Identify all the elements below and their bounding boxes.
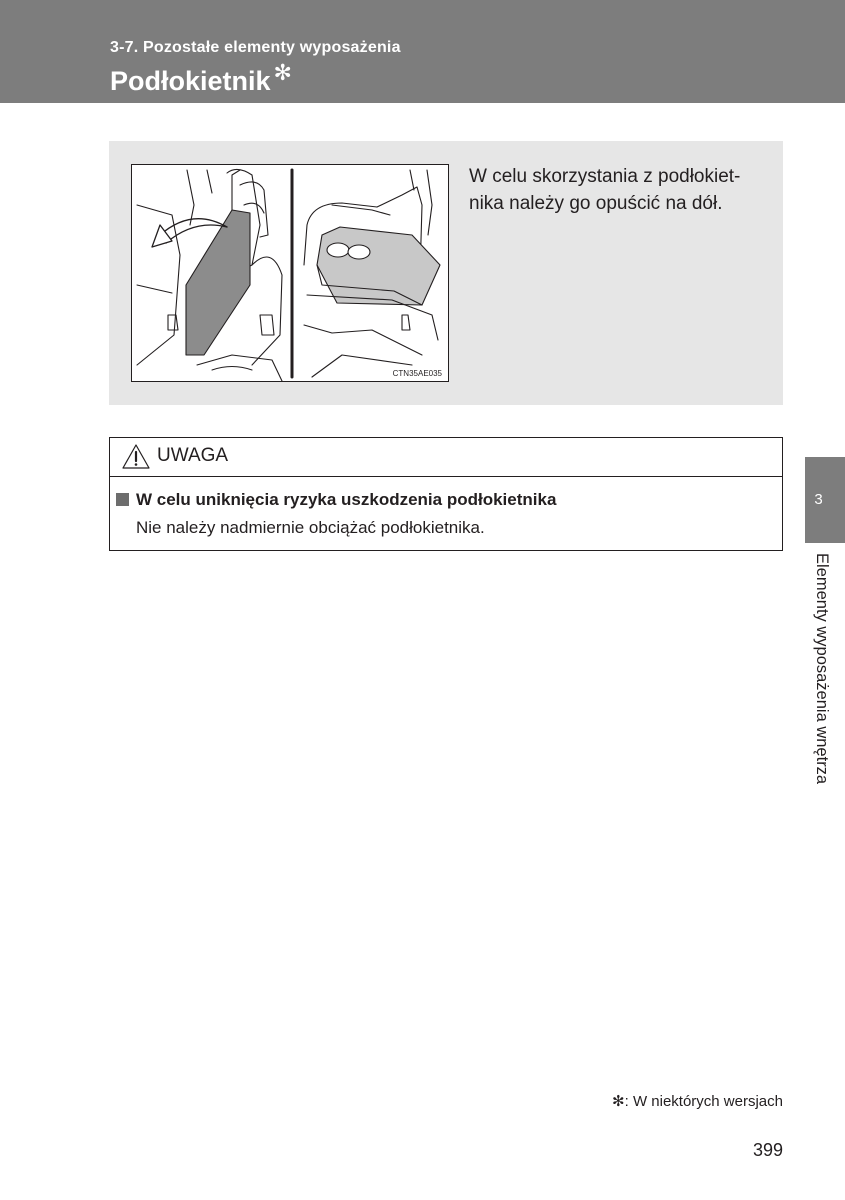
footnote: ✻: W niektórych wersjach	[612, 1093, 783, 1110]
armrest-illustration	[131, 164, 449, 382]
chapter-label: Elementy wyposażenia wnętrza	[813, 553, 831, 785]
page-title	[110, 60, 292, 97]
warning-text: Nie należy nadmiernie obciążać podłokietnika.	[136, 518, 485, 537]
warning-box	[109, 437, 783, 551]
chapter-number: 3	[814, 491, 823, 508]
section-title: 3-7. Pozostałe elementy wyposażenia	[110, 39, 401, 56]
warning-triangle-icon	[121, 443, 151, 470]
figure-description-line: W celu skorzystania z podłokiet-	[469, 166, 741, 187]
page-header	[0, 0, 845, 103]
warning-heading: W celu uniknięcia ryzyka uszkodzenia podłokietnika	[136, 490, 557, 509]
chapter-tab	[805, 457, 845, 543]
page-number: 399	[752, 1140, 783, 1160]
title-asterisk-mark: ✻	[273, 60, 292, 85]
armrest-drawing	[132, 165, 448, 381]
figure-panel	[109, 141, 783, 405]
figure-code: CTN35AE035	[392, 369, 442, 378]
figure-description	[469, 163, 774, 217]
bullet-square-icon	[116, 493, 129, 506]
page-title-text: Podłokietnik	[110, 66, 271, 96]
warning-header	[110, 438, 782, 477]
warning-label: UWAGA	[157, 445, 229, 466]
figure-description-line: nika należy go opuścić na dół.	[469, 193, 723, 214]
